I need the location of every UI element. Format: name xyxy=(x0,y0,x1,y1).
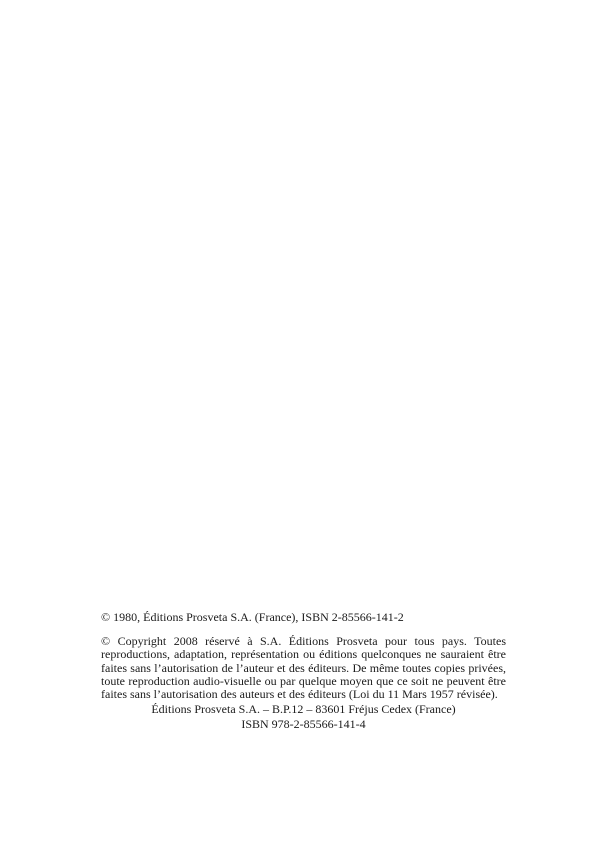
isbn-line: ISBN 978-2-85566-141-4 xyxy=(241,717,366,732)
copyright-block xyxy=(101,611,506,732)
first-edition-line: © 1980, Éditions Prosveta S.A. (France), ISBN 2-85566-141-2 xyxy=(101,610,404,624)
publisher-address: Éditions Prosveta S.A. – B.P.12 – 83601 Fréjus Cedex (France) xyxy=(151,702,456,717)
rights-notice: © Copyright 2008 réservé à S.A. Éditions Prosveta pour tous pays. Toutes reproductions, adaptation, représentation ou éditions quelconques ne sauraient être faites sans l’autorisation de l’auteur et des éditeurs. De même toutes copies privées, toute reproduction audio-visuelle ou par quelque moyen que ce soit ne peuvent être faites sans l’autorisation des auteurs et des éditeurs (Loi du 11 Mars 1957 révisée). xyxy=(101,634,506,702)
